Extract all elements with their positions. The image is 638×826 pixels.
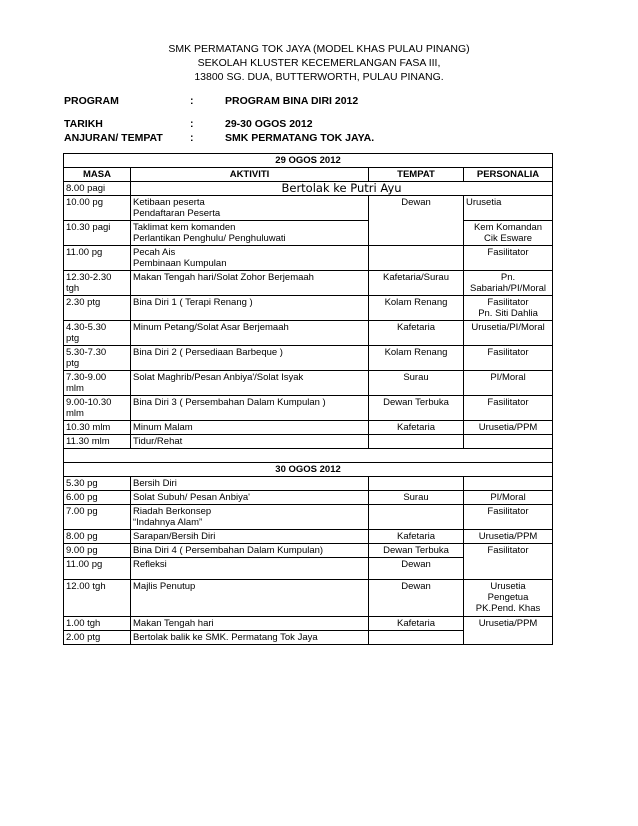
- aktiviti-cell: [131, 221, 369, 246]
- anjuran-value: SMK PERMATANG TOK JAYA.: [225, 132, 375, 144]
- col-header-aktiviti: AKTIVITI: [131, 168, 369, 182]
- masa-line: 12.30-2.30: [66, 272, 112, 283]
- masa-cell: 5.30 pg: [64, 477, 131, 491]
- colon: :: [190, 118, 194, 130]
- masa-cell: 8.00 pg: [64, 530, 131, 544]
- spacer-row: [64, 449, 553, 463]
- personalia-cell: Urusetia: [464, 196, 553, 221]
- aktiviti-cell: Bina Diri 4 ( Persembahan Dalam Kumpulan): [131, 544, 369, 558]
- masa-cell: 10.30 pagi: [64, 221, 131, 246]
- masa-line: mlm: [66, 383, 84, 394]
- masa-cell: 11.00 pg: [64, 246, 131, 271]
- table-row: [64, 435, 553, 449]
- table-row: [64, 296, 553, 321]
- masa-cell: 10.00 pg: [64, 196, 131, 221]
- personalia-cell: Fasilitator: [464, 246, 553, 271]
- masa-line: 9.00-10.30: [66, 397, 112, 408]
- personalia-cell: Fasilitator: [464, 544, 553, 580]
- personalia-line: Fasilitator: [487, 297, 529, 308]
- aktiviti-cell: Solat Subuh/ Pesan Anbiya': [131, 491, 369, 505]
- masa-cell: 10.30 mlm: [64, 421, 131, 435]
- aktiviti-cell: Bina Diri 2 ( Persediaan Barbeque ): [131, 346, 369, 371]
- aktiviti-cell: Refleksi: [131, 558, 369, 580]
- table-row: [64, 477, 553, 491]
- table-row: [64, 530, 553, 544]
- personalia-cell: Urusetia/PPM: [464, 617, 553, 645]
- aktiviti-line: Perlantikan Penghulu/ Penghuluwati: [133, 233, 286, 244]
- table-row: [64, 221, 553, 246]
- aktiviti-cell: Sarapan/Bersih Diri: [131, 530, 369, 544]
- personalia-cell: [464, 580, 553, 617]
- tempat-cell: Dewan: [369, 196, 464, 246]
- aktiviti-cell: [131, 505, 369, 530]
- col-header-personalia: PERSONALIA: [464, 168, 553, 182]
- masa-line: 7.30-9.00: [66, 372, 107, 383]
- personalia-line: Pn. Siti Dahlia: [478, 308, 538, 319]
- tempat-cell: Kafetaria: [369, 617, 464, 631]
- table-row: [64, 321, 553, 346]
- masa-line: tgh: [66, 283, 80, 294]
- aktiviti-cell: Bertolak ke Putri Ayu: [131, 182, 553, 196]
- personalia-line: Sabariah/PI/Moral: [470, 283, 547, 294]
- tempat-cell: Kafetaria: [369, 421, 464, 435]
- masa-cell: [64, 396, 131, 421]
- table-row: [64, 421, 553, 435]
- table-row: [64, 505, 553, 530]
- table-row: [64, 196, 553, 221]
- masa-cell: 2.00 ptg: [64, 631, 131, 645]
- aktiviti-cell: Bertolak balik ke SMK. Permatang Tok Jaya: [131, 631, 369, 645]
- table-row: [64, 246, 553, 271]
- program-value: PROGRAM BINA DIRI 2012: [225, 95, 359, 107]
- aktiviti-cell: Solat Maghrib/Pesan Anbiya'/Solat Isyak: [131, 371, 369, 396]
- day-title: 29 OGOS 2012: [64, 154, 553, 168]
- aktiviti-cell: Minum Petang/Solat Asar Berjemaah: [131, 321, 369, 346]
- personalia-line: Cik Esware: [484, 233, 533, 244]
- masa-line: 5.30-7.30: [66, 347, 107, 358]
- personalia-line: Pengetua: [487, 592, 529, 603]
- table-row: [64, 182, 553, 196]
- tempat-cell: Kafetaria: [369, 530, 464, 544]
- tarikh-label: TARIKH: [64, 118, 103, 130]
- table-row: [64, 491, 553, 505]
- tempat-cell: Kolam Renang: [369, 296, 464, 321]
- aktiviti-cell: [131, 246, 369, 271]
- anjuran-label: ANJURAN/ TEMPAT: [64, 132, 163, 144]
- school-cluster: SEKOLAH KLUSTER KECEMERLANGAN FASA III,: [197, 57, 441, 69]
- tempat-cell: [369, 435, 464, 449]
- personalia-cell: [464, 221, 553, 246]
- aktiviti-cell: Majlis Penutup: [131, 580, 369, 617]
- colon: :: [190, 95, 194, 107]
- masa-cell: [64, 371, 131, 396]
- personalia-line: Pn.: [500, 272, 516, 283]
- aktiviti-cell: Minum Malam: [131, 421, 369, 435]
- table-row: [64, 580, 553, 617]
- school-name: SMK PERMATANG TOK JAYA (MODEL KHAS PULAU PINANG): [168, 43, 470, 55]
- tempat-cell: [369, 631, 464, 645]
- masa-cell: [64, 271, 131, 296]
- table-row: [64, 271, 553, 296]
- tempat-cell: [369, 505, 464, 530]
- personalia-cell: Fasilitator: [464, 346, 553, 371]
- masa-cell: 6.00 pg: [64, 491, 131, 505]
- tarikh-value: 29-30 OGOS 2012: [225, 118, 313, 130]
- table-row: [64, 396, 553, 421]
- tempat-cell: Surau: [369, 491, 464, 505]
- personalia-cell: [464, 477, 553, 491]
- table-row: [64, 371, 553, 396]
- masa-cell: 7.00 pg: [64, 505, 131, 530]
- personalia-cell: Urusetia/PPM: [464, 530, 553, 544]
- masa-cell: 11.00 pg: [64, 558, 131, 580]
- personalia-cell: Urusetia/PPM: [464, 421, 553, 435]
- personalia-line: Urusetia: [490, 581, 526, 592]
- masa-cell: 2.30 ptg: [64, 296, 131, 321]
- tempat-cell: Kolam Renang: [369, 346, 464, 371]
- program-label: PROGRAM: [64, 95, 119, 107]
- tempat-cell: Dewan Terbuka: [369, 396, 464, 421]
- tempat-cell: [369, 477, 464, 491]
- personalia-cell: Fasilitator: [464, 505, 553, 530]
- masa-cell: 11.30 mlm: [64, 435, 131, 449]
- col-header-masa: MASA: [64, 168, 131, 182]
- day-title: 30 OGOS 2012: [64, 463, 553, 477]
- day-header: [64, 154, 553, 168]
- table-row: [64, 617, 553, 631]
- masa-line: 4.30-5.30: [66, 322, 107, 333]
- masa-cell: 1.00 tgh: [64, 617, 131, 631]
- day-header: [64, 463, 553, 477]
- aktiviti-line: Taklimat kem komanden: [133, 222, 236, 233]
- aktiviti-line: Pendaftaran Peserta: [133, 208, 221, 219]
- aktiviti-line: Ketibaan peserta: [133, 197, 205, 208]
- personalia-cell: [464, 296, 553, 321]
- masa-cell: [64, 346, 131, 371]
- masa-cell: 8.00 pagi: [64, 182, 131, 196]
- tempat-cell: Dewan: [369, 580, 464, 617]
- table-row: [64, 346, 553, 371]
- masa-cell: [64, 321, 131, 346]
- aktiviti-cell: [131, 196, 369, 221]
- tempat-cell: Surau: [369, 371, 464, 396]
- aktiviti-cell: Makan Tengah hari/Solat Zohor Berjemaah: [131, 271, 369, 296]
- tempat-cell: Dewan Terbuka: [369, 544, 464, 558]
- personalia-line: Kem Komandan: [473, 222, 543, 233]
- tempat-cell: Kafetaria: [369, 321, 464, 346]
- aktiviti-cell: Tidur/Rehat: [131, 435, 369, 449]
- column-headers: [64, 168, 553, 182]
- aktiviti-line: “Indahnya Alam”: [133, 517, 203, 528]
- aktiviti-line: Pembinaan Kumpulan: [133, 258, 227, 269]
- personalia-cell: PI/Moral: [464, 371, 553, 396]
- aktiviti-line: Riadah Berkonsep: [133, 506, 212, 517]
- tempat-cell: Dewan: [369, 558, 464, 580]
- spacer-cell: [64, 449, 553, 463]
- personalia-line: PK.Pend. Khas: [475, 603, 541, 614]
- personalia-cell: [464, 435, 553, 449]
- aktiviti-cell: Bina Diri 3 ( Persembahan Dalam Kumpulan ): [131, 396, 369, 421]
- table-row: [64, 544, 553, 558]
- masa-line: mlm: [66, 408, 84, 419]
- tempat-cell: [369, 246, 464, 271]
- masa-line: ptg: [66, 333, 80, 344]
- colon: :: [190, 132, 194, 144]
- personalia-cell: PI/Moral: [464, 491, 553, 505]
- schedule-table: [63, 153, 553, 645]
- personalia-cell: Urusetia/PI/Moral: [464, 321, 553, 346]
- aktiviti-cell: Bersih Diri: [131, 477, 369, 491]
- tempat-cell: Kafetaria/Surau: [369, 271, 464, 296]
- masa-cell: 9.00 pg: [64, 544, 131, 558]
- masa-cell: 12.00 tgh: [64, 580, 131, 617]
- personalia-cell: [464, 271, 553, 296]
- aktiviti-cell: Bina Diri 1 ( Terapi Renang ): [131, 296, 369, 321]
- col-header-tempat: TEMPAT: [369, 168, 464, 182]
- aktiviti-line: Pecah Ais: [133, 247, 176, 258]
- personalia-cell: Fasilitator: [464, 396, 553, 421]
- school-address: 13800 SG. DUA, BUTTERWORTH, PULAU PINANG.: [194, 71, 444, 83]
- masa-line: ptg: [66, 358, 80, 369]
- aktiviti-cell: Makan Tengah hari: [131, 617, 369, 631]
